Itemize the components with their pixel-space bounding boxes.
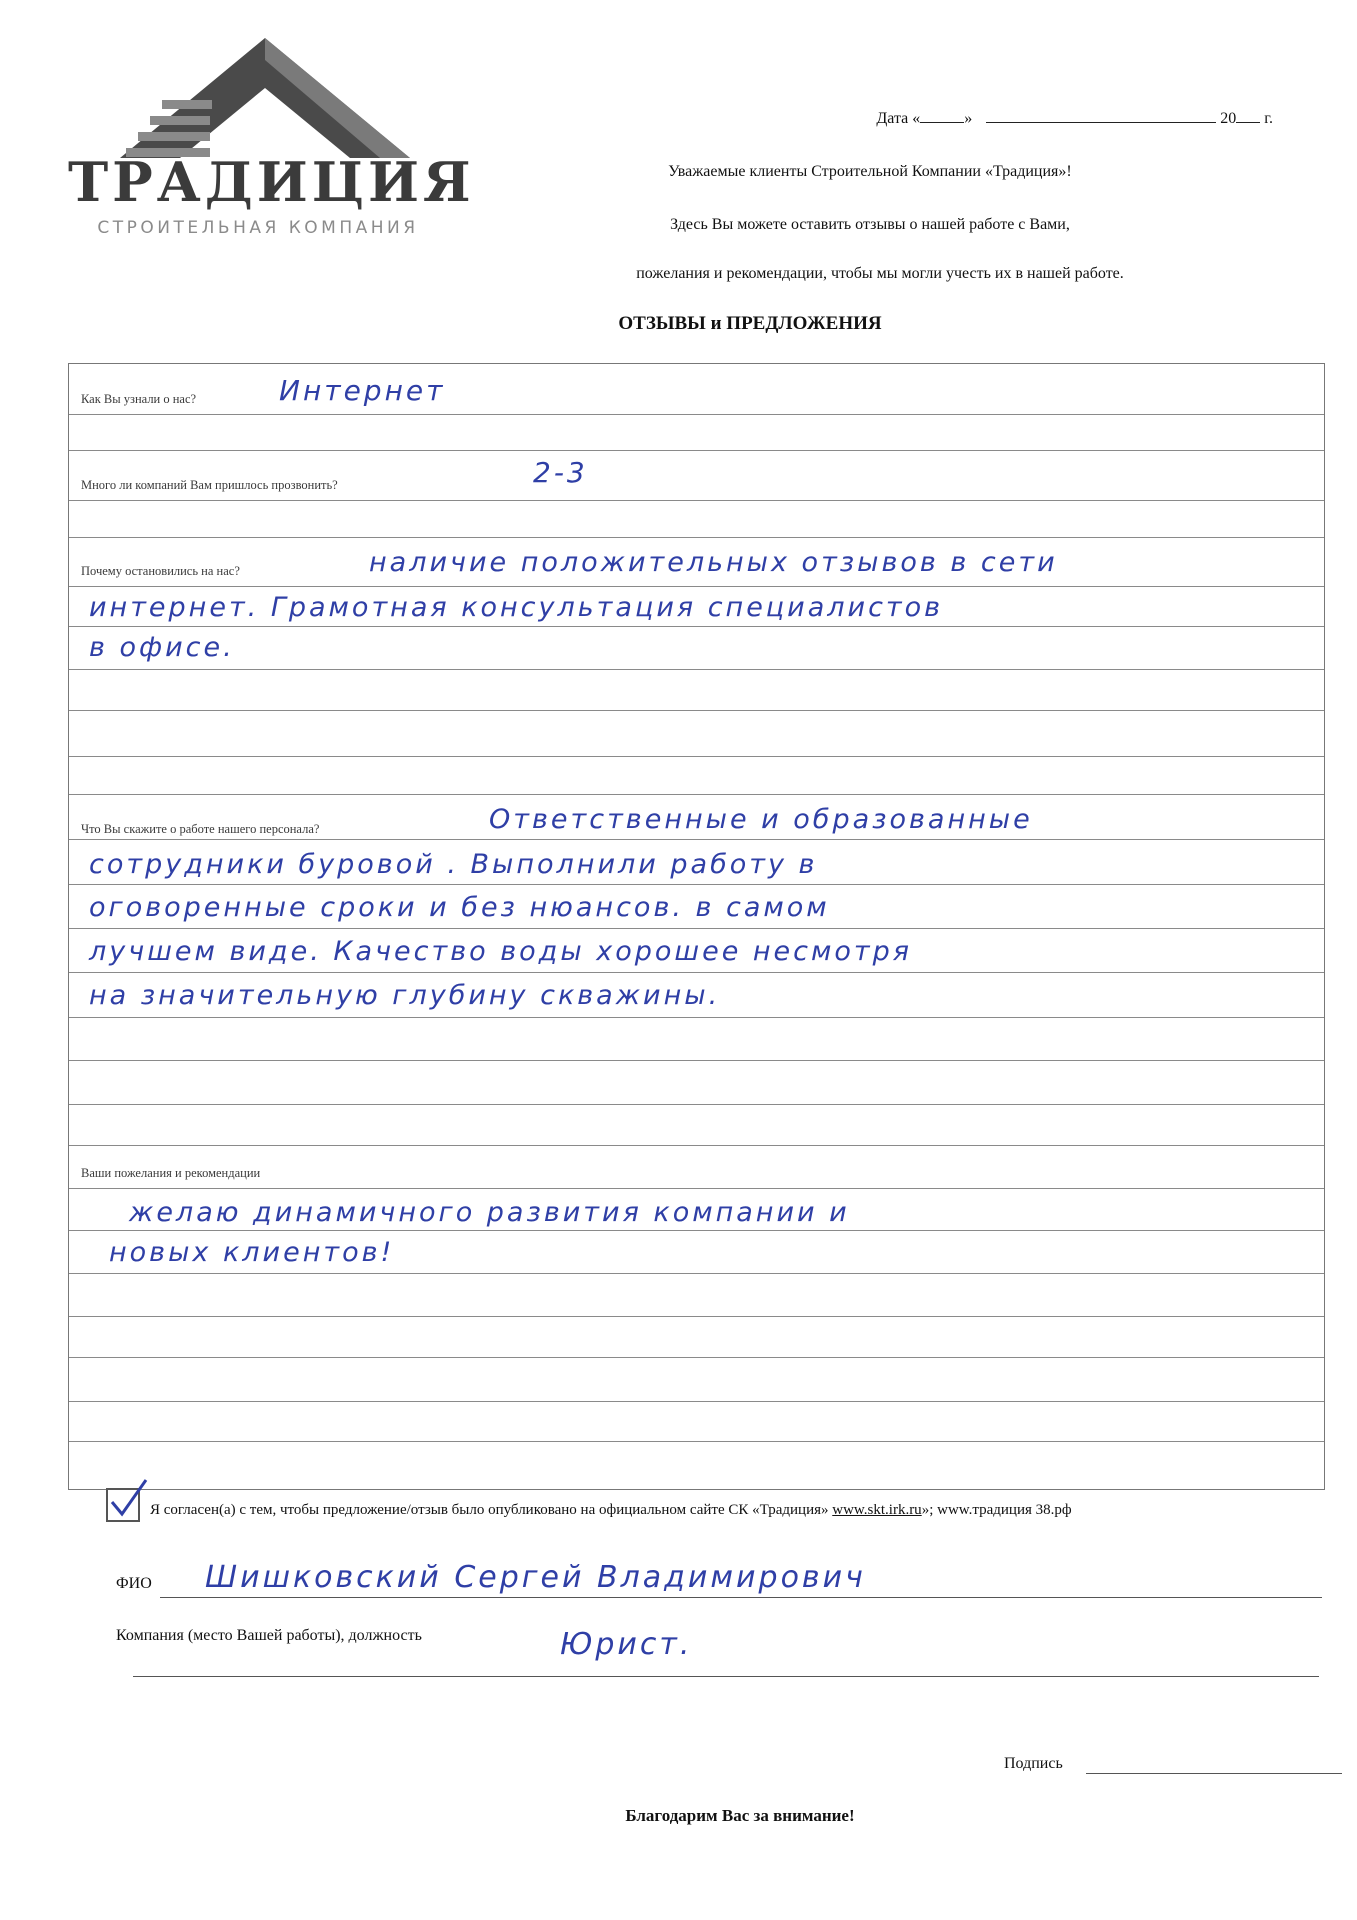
- answer-why-us-line-3: в офисе.: [89, 632, 235, 663]
- company-logo: [68, 38, 475, 248]
- question-how-found-label: Как Вы узнали о нас?: [81, 392, 197, 406]
- greeting: Уважаемые клиенты Строительной Компании «Традиция»!: [668, 163, 1072, 180]
- form-rule: [69, 1145, 1324, 1146]
- intro-line-2: Здесь Вы можете оставить отзывы о нашей работе с Вами,: [670, 216, 1070, 233]
- form-rule: [69, 972, 1324, 973]
- form-rule: [69, 586, 1324, 587]
- form-rule: [69, 414, 1324, 415]
- answer-why-us-line-2: интернет. Грамотная консультация специалистов: [89, 592, 944, 623]
- company-label: Компания (место Вашей работы), должность: [116, 1627, 422, 1644]
- form-rule: [69, 1357, 1324, 1358]
- question-wishes-label: Ваши пожелания и рекомендации: [81, 1166, 261, 1180]
- feedback-form: [68, 363, 1325, 1490]
- logo-title: ТРАДИЦИЯ: [68, 150, 475, 214]
- form-rule: [69, 1316, 1324, 1317]
- consent-text: [150, 1502, 1072, 1519]
- answer-staff-line-2: сотрудники буровой . Выполнили работу в: [89, 849, 818, 880]
- date-year-blank: [1236, 108, 1260, 123]
- form-rule: [69, 450, 1324, 451]
- answer-wishes-line-1: желаю динамичного развития компании и: [129, 1197, 850, 1228]
- company-value: Юрист.: [560, 1627, 693, 1662]
- form-rule: [69, 669, 1324, 670]
- date-suffix: г.: [1264, 110, 1273, 127]
- form-rule: [69, 794, 1324, 795]
- form-rule: [69, 710, 1324, 711]
- consent-text-main: Я согласен(а) с тем, чтобы предложение/отзыв было опубликовано на официальном сайте СК «Традиция»: [150, 1502, 829, 1518]
- answer-staff-line-3: оговоренные сроки и без нюансов. в самом: [89, 892, 830, 923]
- form-rule: [69, 928, 1324, 929]
- form-rule: [69, 1230, 1324, 1231]
- fio-label: ФИО: [116, 1575, 152, 1592]
- question-staff-label: Что Вы скажите о работе нашего персонала?: [81, 822, 320, 836]
- form-rule: [69, 1401, 1324, 1402]
- form-rule: [69, 839, 1324, 840]
- form-rule: [69, 1188, 1324, 1189]
- logo-roof-icon: [120, 38, 410, 158]
- fio-value: Шишковский Сергей Владимирович: [205, 1560, 866, 1595]
- question-companies-called-label: Много ли компаний Вам пришлось прозвонить?: [81, 478, 338, 492]
- answer-staff-line-5: на значительную глубину скважины.: [89, 980, 721, 1011]
- form-rule: [69, 1104, 1324, 1105]
- signature-label: Подпись: [1004, 1755, 1063, 1772]
- question-why-us-label: Почему остановились на нас?: [81, 564, 240, 578]
- form-rule: [69, 884, 1324, 885]
- answer-wishes-line-2: новых клиентов!: [109, 1237, 395, 1268]
- fio-line: [160, 1597, 1322, 1598]
- form-rule: [69, 1441, 1324, 1442]
- form-rule: [69, 756, 1324, 757]
- consent-site-link: www.skt.irk.ru: [832, 1502, 922, 1518]
- thanks-text: Благодарим Вас за внимание!: [625, 1806, 855, 1825]
- consent-text-after: »; www.традиция 38.рф: [921, 1502, 1072, 1518]
- answer-why-us-line-1: наличие положительных отзывов в сети: [369, 547, 1058, 578]
- answer-staff-line-1: Ответственные и образованные: [489, 804, 1033, 835]
- form-rule: [69, 626, 1324, 627]
- date-line: [876, 108, 1273, 128]
- form-rule: [69, 500, 1324, 501]
- form-title: ОТЗЫВЫ и ПРЕДЛОЖЕНИЯ: [618, 313, 882, 334]
- date-mid: »: [964, 110, 973, 127]
- form-rule: [69, 1017, 1324, 1018]
- form-rule: [69, 1273, 1324, 1274]
- form-rule: [69, 1060, 1324, 1061]
- date-month-blank: [986, 108, 1216, 123]
- answer-staff-line-4: лучшем виде. Качество воды хорошее несмотря: [89, 936, 912, 967]
- date-prefix: Дата «: [876, 110, 921, 127]
- date-day-blank: [920, 108, 964, 123]
- date-year: 20: [1220, 110, 1237, 127]
- form-rule: [69, 537, 1324, 538]
- company-line: [133, 1676, 1319, 1677]
- logo-subtitle: СТРОИТЕЛЬНАЯ КОМПАНИЯ: [97, 218, 419, 238]
- answer-how-found: Интернет: [279, 374, 446, 407]
- checkmark-icon: [108, 1478, 148, 1518]
- signature-line: [1086, 1773, 1342, 1774]
- answer-companies-called: 2-3: [533, 456, 588, 489]
- intro-line-3: пожелания и рекомендации, чтобы мы могли учесть их в нашей работе.: [636, 265, 1124, 282]
